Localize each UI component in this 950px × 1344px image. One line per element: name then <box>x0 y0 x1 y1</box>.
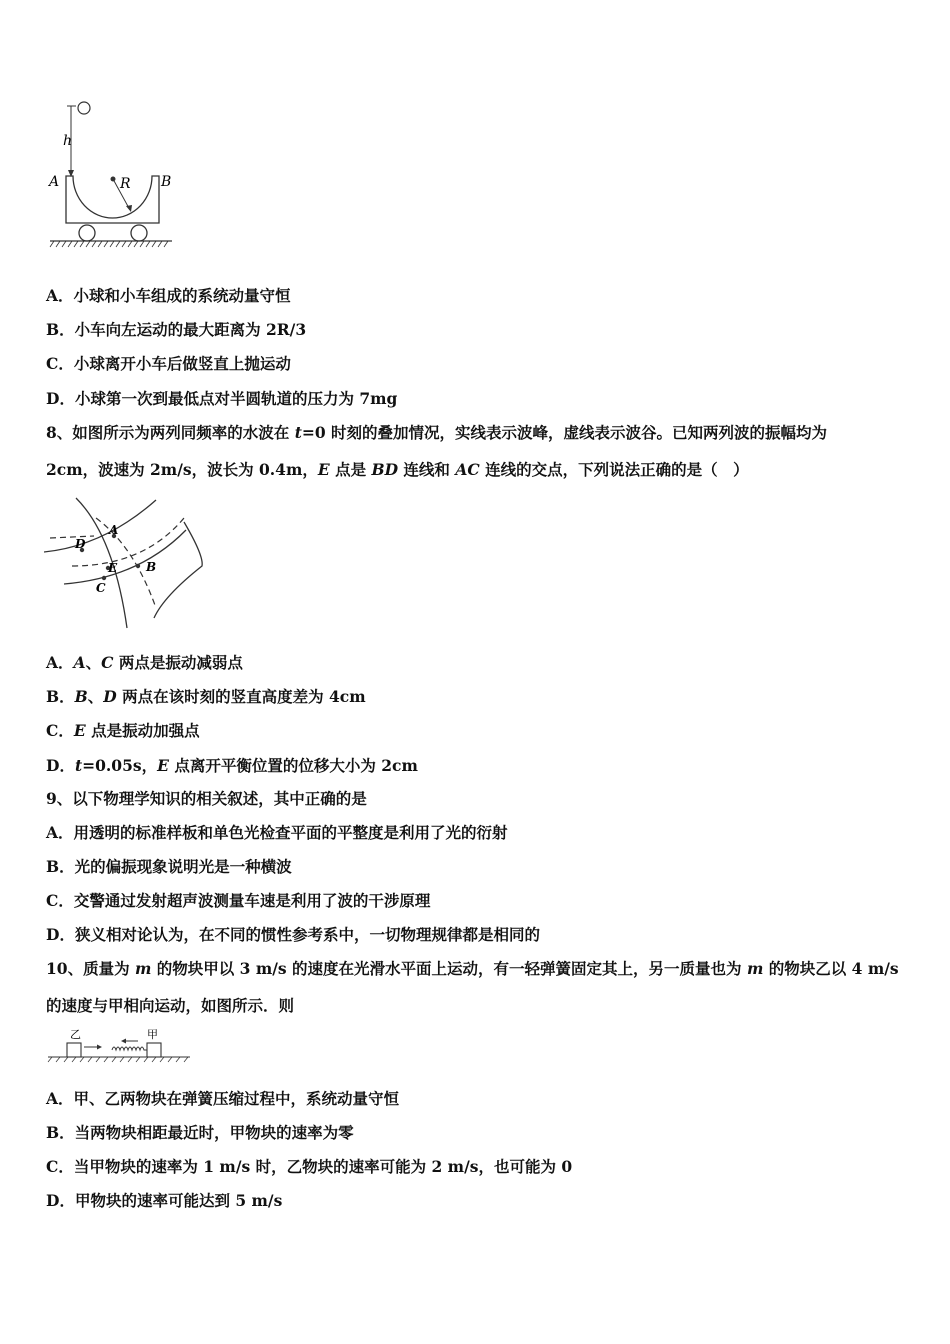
label-D: D <box>75 537 86 551</box>
q10-stem-line2: 的速度与甲相向运动，如图所示．则 <box>46 996 295 1015</box>
spring <box>112 1047 147 1050</box>
label-yi: 乙 <box>70 1028 81 1041</box>
label-h: h <box>63 133 73 149</box>
q9-stem: 9、以下物理学知识的相关叙述，其中正确的是 <box>46 789 367 808</box>
block-yi <box>67 1043 81 1057</box>
q9-option-a: A．用透明的标准样板和单色光检查平面的平整度是利用了光的衍射 <box>46 823 508 842</box>
q9-option-d: D．狭义相对论认为，在不同的惯性参考系中，一切物理规律都是相同的 <box>46 925 540 944</box>
q10-option-b: B．当两物块相距最近时，甲物块的速率为零 <box>46 1123 354 1142</box>
wave-interference-figure <box>44 496 209 634</box>
q9-option-c: C．交警通过发射超声波测量车速是利用了波的干涉原理 <box>46 891 431 910</box>
q10-option-a: A．甲、乙两物块在弹簧压缩过程中，系统动量守恒 <box>46 1089 400 1108</box>
crest-1 <box>44 500 156 552</box>
q8-option-d: D．t=0.05s，E 点离开平衡位置的位移大小为 2cm <box>46 756 418 775</box>
crest-4 <box>154 522 202 618</box>
label-B: B <box>161 174 172 190</box>
q10-option-d: D．甲物块的速率可能达到 5 m/s <box>46 1191 283 1210</box>
q8-option-b: B．B、D 两点在该时刻的竖直高度差为 4cm <box>46 687 366 706</box>
label-C: C <box>96 581 106 595</box>
q9-option-b: B．光的偏振现象说明光是一种横波 <box>46 857 292 876</box>
q8-stem-line1: 8、如图所示为两列同频率的水波在 t=0 时刻的叠加情况，实线表示波峰，虚线表示波谷。已知两列波的振幅均为 <box>46 423 828 442</box>
wheel-right <box>131 225 147 241</box>
label-A: A <box>49 174 60 190</box>
q8-stem-line2: 2cm，波速为 2m/s，波长为 0.4m，E 点是 BD 连线和 AC 连线的交点，下列说法正确的是（ ） <box>46 460 749 479</box>
block-jia <box>147 1043 161 1057</box>
label-E: E <box>108 561 118 575</box>
q7-option-d: D．小球第一次到最低点对半圆轨道的压力为 7mg <box>46 389 398 408</box>
q8-option-c: C．E 点是振动加强点 <box>46 721 200 740</box>
label-B: B <box>146 560 157 574</box>
q10-option-c: C．当甲物块的速率为 1 m/s 时，乙物块的速率可能为 2 m/s，也可能为 0 <box>46 1157 573 1176</box>
cart-halfpipe-figure <box>44 98 179 250</box>
wheel-left <box>79 225 95 241</box>
q7-option-c: C．小球离开小车后做竖直上抛运动 <box>46 354 291 373</box>
trough-3 <box>50 536 94 538</box>
blocks-spring-figure <box>44 1026 194 1064</box>
label-R: R <box>120 176 131 192</box>
q10-stem-line1: 10、质量为 m 的物块甲以 3 m/s 的速度在光滑水平面上运动，有一轻弹簧固定其上，另一质量也为 m 的物块乙以 4 m/s <box>46 959 899 978</box>
ball <box>78 102 90 114</box>
cart-body <box>66 176 159 223</box>
q7-option-a: A．小球和小车组成的系统动量守恒 <box>46 286 291 305</box>
q7-option-b: B．小车向左运动的最大距离为 2R/3 <box>46 320 307 339</box>
crest-3 <box>76 498 127 628</box>
label-jia: 甲 <box>147 1028 158 1041</box>
label-A: A <box>109 523 119 537</box>
q8-option-a: A．A、C 两点是振动减弱点 <box>46 653 243 672</box>
